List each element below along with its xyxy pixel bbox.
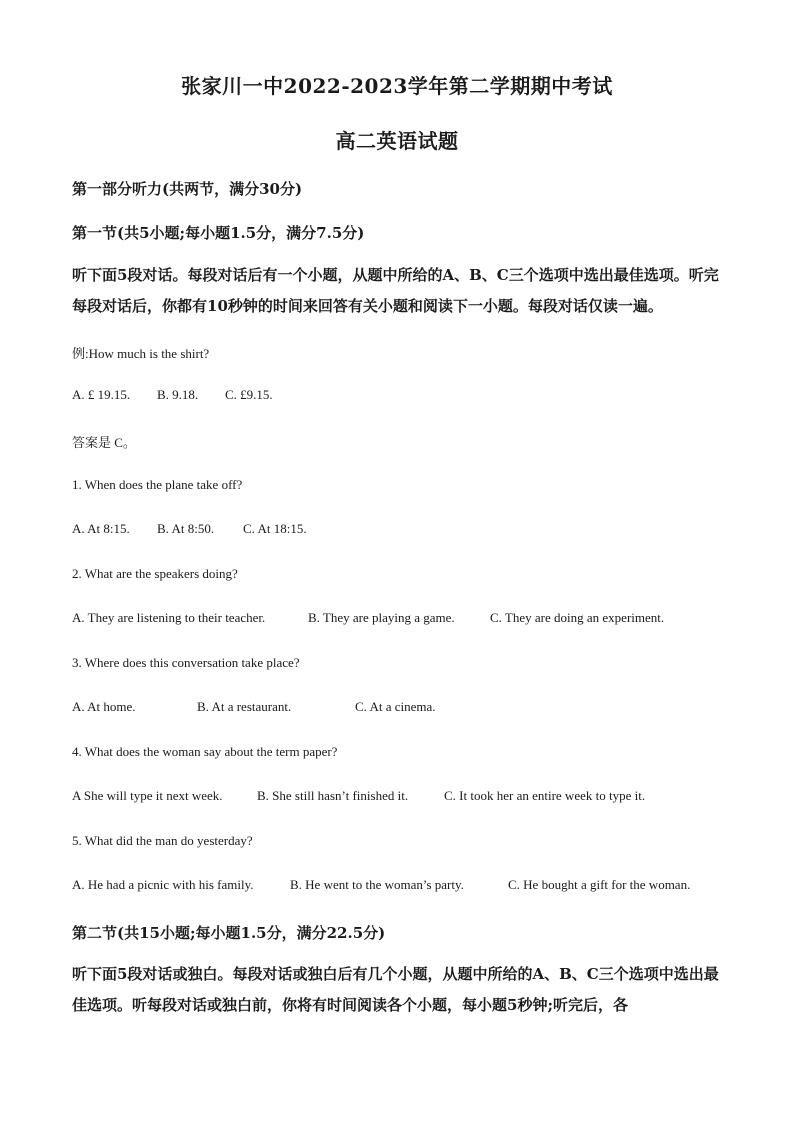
section1-heading: 第一节(共5小题;每小题1.5分，满分7.5分)	[72, 224, 365, 242]
question-2: 2. What are the speakers doing?	[72, 566, 238, 581]
q5-option-a: A. He had a picnic with his family.	[72, 877, 254, 892]
q5-option-c: C. He bought a gift for the woman.	[508, 877, 691, 892]
example-option-a: A. £ 19.15.	[72, 387, 131, 402]
question-4: 4. What does the woman say about the term paper?	[72, 744, 338, 759]
example-option-c: C. £9.15.	[225, 387, 273, 402]
q2-option-a: A. They are listening to their teacher.	[72, 610, 266, 625]
q3-option-b: B. At a restaurant.	[197, 699, 292, 714]
q4-option-a: A She will type it next week.	[72, 788, 223, 803]
example-answer: 答案是 C。	[72, 435, 136, 450]
section1-instructions: 听下面5段对话。每段对话后有一个小题，从题中所给的A、B、C三个选项中选出最佳选项。听完每段对话后，你都有10秒钟的时间来回答有关小题和阅读下一小题。每段对话仅读一遍。	[72, 266, 719, 315]
q4-option-b: B. She still hasn’t finished it.	[257, 788, 409, 803]
q1-option-c: C. At 18:15.	[243, 521, 307, 536]
example-question: 例:How much is the shirt?	[72, 346, 210, 361]
q2-option-b: B. They are playing a game.	[308, 610, 455, 625]
section2-heading: 第二节(共15小题;每小题1.5分，满分22.5分)	[72, 924, 386, 942]
q4-option-c: C. It took her an entire week to type it.	[444, 788, 646, 803]
q1-option-a: A. At 8:15.	[72, 521, 130, 536]
q3-option-c: C. At a cinema.	[355, 699, 436, 714]
example-option-b: B. 9.18.	[157, 387, 199, 402]
section2-instructions: 听下面5段对话或独白。每段对话或独白后有几个小题，从题中所给的A、B、C三个选项中选出最佳选项。听每段对话或独白前，你将有时间阅读各个小题，每小题5秒钟;听完后，各	[72, 965, 719, 1014]
q3-option-a: A. At home.	[72, 699, 136, 714]
q5-option-b: B. He went to the woman’s party.	[290, 877, 464, 892]
q1-option-b: B. At 8:50.	[157, 521, 215, 536]
part1-heading: 第一部分听力(共两节，满分30分)	[72, 180, 303, 198]
q2-option-c: C. They are doing an experiment.	[490, 610, 665, 625]
exam-subtitle: 高二英语试题	[335, 129, 459, 153]
exam-title: 张家川一中2022-2023学年第二学期期中考试	[181, 74, 613, 98]
question-3: 3. Where does this conversation take place?	[72, 655, 300, 670]
question-5: 5. What did the man do yesterday?	[72, 833, 253, 848]
question-1: 1. When does the plane take off?	[72, 477, 243, 492]
